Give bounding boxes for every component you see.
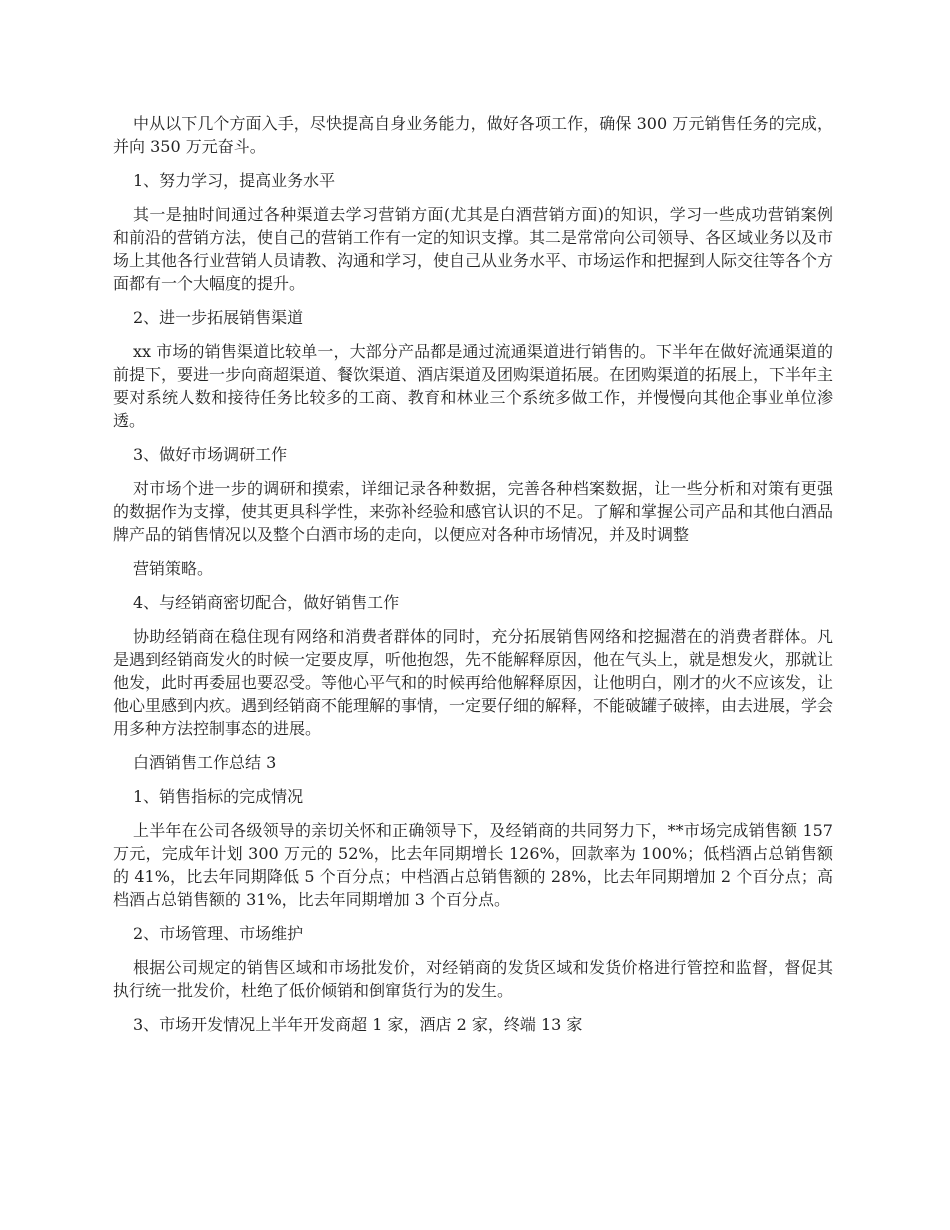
section-heading-research: 3、做好市场调研工作 xyxy=(133,445,288,464)
paragraph-intro: 中从以下几个方面入手，尽快提高自身业务能力，做好各项工作，确保 300 万元销售任务的完成，并向 350 万元奋斗。 xyxy=(113,114,833,156)
section-heading-market-management: 2、市场管理、市场维护 xyxy=(133,924,304,943)
paragraph-market-management: 根据公司规定的销售区域和市场批发价，对经销商的发货区域和发货价格进行管控和监督，督促其执行统一批发价，杜绝了低价倾销和倒窜货行为的发生。 xyxy=(113,958,833,1000)
paragraph-research-continued: 营销策略。 xyxy=(133,559,214,578)
section-heading-study: 1、努力学习，提高业务水平 xyxy=(133,171,336,190)
paragraph-sales-targets: 上半年在公司各级领导的亲切关怀和正确领导下，及经销商的共同努力下，**市场完成销售额 157 万元，完成年计划 300 万元的 52%，比去年同期增长 126%，回款率为 100%；低档酒占总销售额的 41%，比去年同期降低 5 个百分点；中档酒占总销售额的 28%，比去年同期增加 2 个百分点；高档酒占总销售额的 31%，比去年同期增加 3 个百分点。 xyxy=(113,821,833,909)
document-section-title: 白酒销售工作总结 3 xyxy=(133,753,277,772)
paragraph-channels: xx 市场的销售渠道比较单一，大部分产品都是通过流通渠道进行销售的。下半年在做好流通渠道的前提下，要进一步向商超渠道、餐饮渠道、酒店渠道及团购渠道拓展。在团购渠道的拓展上，下半年主要对系统人数和接待任务比较多的工商、教育和林业三个系统多做工作，并慢慢向其他企事业单位渗透。 xyxy=(113,342,834,430)
section-heading-market-development: 3、市场开发情况上半年开发商超 1 家，酒店 2 家，终端 13 家 xyxy=(133,1015,583,1034)
document-page xyxy=(113,112,833,1047)
section-heading-channels: 2、进一步拓展销售渠道 xyxy=(133,308,304,327)
section-heading-dealers: 4、与经销商密切配合，做好销售工作 xyxy=(133,593,400,612)
paragraph-dealers: 协助经销商在稳住现有网络和消费者群体的同时，充分拓展销售网络和挖掘潜在的消费者群体。凡是遇到经销商发火的时候一定要皮厚，听他抱怨，先不能解释原因，他在气头上，就是想发火，那就让他发，此时再委屈也要忍受。等他心平气和的时候再给他解释原因，让他明白，刚才的火不应该发，让他心里感到内疚。遇到经销商不能理解的事情，一定要仔细的解释，不能破罐子破摔，由去进展，学会用多种方法控制事态的进展。 xyxy=(113,627,834,738)
paragraph-study: 其一是抽时间通过各种渠道去学习营销方面(尤其是白酒营销方面)的知识，学习一些成功营销案例和前沿的营销方法，使自己的营销工作有一定的知识支撑。其二是常常向公司领导、各区域业务以及市场上其他各行业营销人员请教、沟通和学习，使自己从业务水平、市场运作和把握到人际交往等各个方面都有一个大幅度的提升。 xyxy=(113,205,834,293)
section-heading-sales-targets: 1、销售指标的完成情况 xyxy=(133,787,304,806)
paragraph-research: 对市场个进一步的调研和摸索，详细记录各种数据，完善各种档案数据，让一些分析和对策有更强的数据作为支撑，使其更具科学性，来弥补经验和感官认识的不足。了解和掌握公司产品和其他白酒品牌产品的销售情况以及整个白酒市场的走向，以便应对各种市场情况，并及时调整 xyxy=(113,479,834,544)
